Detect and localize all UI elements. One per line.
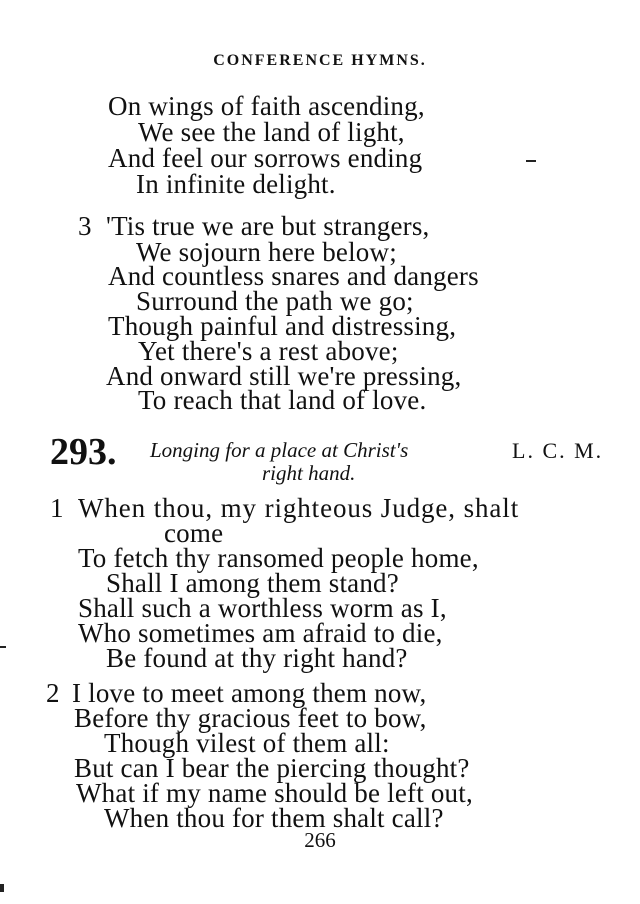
verse-line: Though vilest of them all: [104, 728, 390, 758]
stanza-number: 2 [46, 678, 60, 708]
verse-line: What if my name should be left out, [76, 778, 473, 808]
verse-line: come [164, 518, 224, 548]
page-number: 266 [304, 828, 336, 852]
verse-line: But can I bear the piercing thought? [74, 753, 470, 783]
hymn-title-continued: right hand. [262, 461, 356, 485]
verse-line: We sojourn here below; [136, 237, 397, 267]
verse-line: 'Tis true we are but strangers, [106, 211, 430, 241]
hymn-meter: L. C. M. [512, 438, 604, 463]
verse-line: Before thy gracious feet to bow, [74, 703, 427, 733]
verse-line: Yet there's a rest above; [138, 336, 399, 366]
hymn-title: Longing for a place at Christ's [150, 438, 409, 462]
verse-line: I love to meet among them now, [72, 678, 427, 708]
verse-line: Though painful and distressing, [108, 311, 457, 341]
hymn-number: 293. [50, 431, 117, 473]
verse-line: On wings of faith ascending, [108, 91, 425, 121]
stanza-number: 1 [50, 493, 64, 523]
verse-line: And feel our sorrows ending [108, 143, 423, 173]
verse-line: Shall such a worthless worm as I, [78, 593, 447, 623]
print-speck [526, 160, 536, 162]
verse-line: To reach that land of love. [138, 385, 427, 415]
verse-line: When thou, my righteous Judge, shalt [78, 493, 520, 523]
print-speck [0, 646, 6, 648]
stanza-number: 3 [78, 211, 92, 241]
verse-line: When thou for them shalt call? [104, 803, 444, 833]
verse-line: To fetch thy ransomed people home, [78, 543, 479, 573]
verse-line: Be found at thy right hand? [106, 643, 408, 673]
verse-line: Who sometimes am afraid to die, [78, 618, 443, 648]
verse-line: And countless snares and dangers [108, 261, 479, 291]
verse-line: Surround the path we go; [136, 286, 414, 316]
running-head: CONFERENCE HYMNS. [213, 52, 427, 69]
verse-line: We see the land of light, [138, 117, 405, 147]
verse-line: And onward still we're pressing, [106, 361, 462, 391]
print-speck [0, 884, 4, 892]
verse-line: Shall I among them stand? [106, 568, 399, 598]
verse-line: In infinite delight. [136, 169, 336, 199]
